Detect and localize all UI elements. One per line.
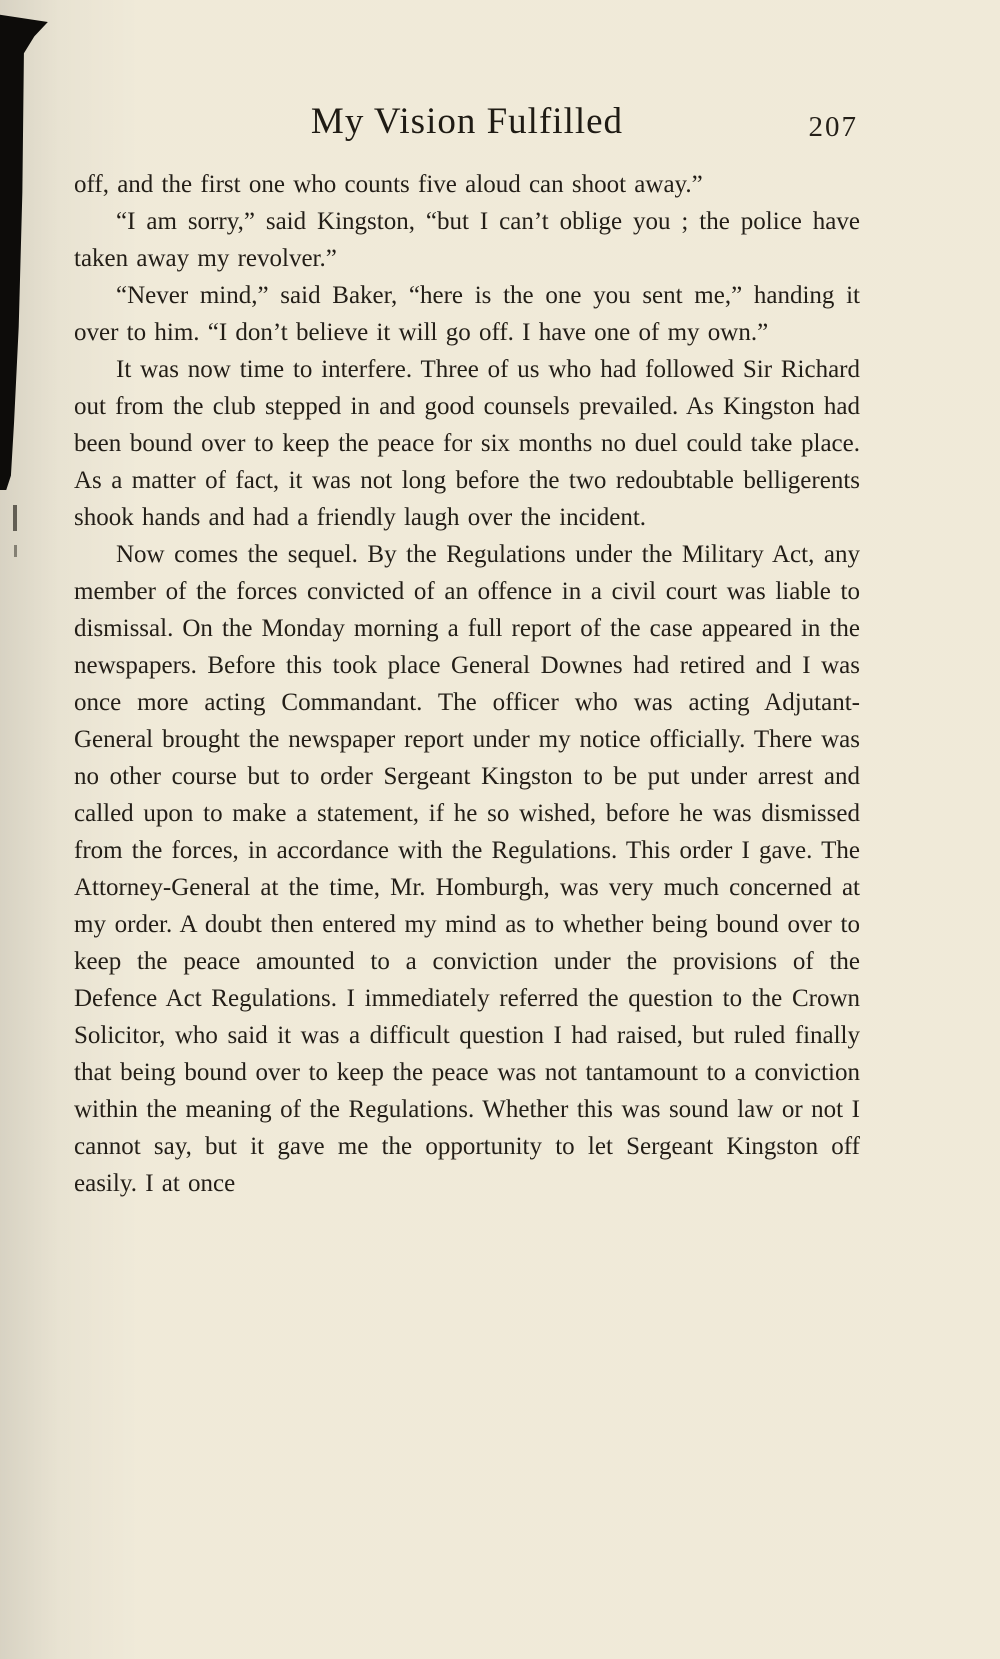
paragraph: off, and the first one who counts five aloud can shoot away.” (74, 171, 703, 198)
scan-artifact-mark (14, 545, 17, 557)
text-block (74, 166, 860, 1202)
paragraph: Now comes the sequel. By the Regulations under the Military Act, any member of the forces convicted of an offence in a civil court was liable to dismissal. On the Monday morning a full report of the case appeared in the newspapers. Before this took place General Downes had retired and I was once more acting Commandant. The officer who was acting Adjutant-General brought the newspaper report under my notice officially. There was no other course but to order Sergeant Kingston to be put under arrest and called upon to make a statement, if he so wished, before he was dismissed from the forces, in accordance with the Regulations. This order I gave. The Attorney-General at the time, Mr. Homburgh, was very much concerned at my order. A doubt then entered my mind as to whether being bound over to keep the peace amounted to a conviction under the provisions of the Defence Act Regulations. I immediately referred the question to the Crown Solicitor, who said it was a difficult question I had raised, but ruled finally that being bound over to keep the peace was not tantamount to a conviction within the meaning of the Regulations. Whether this was sound law or not I cannot say, but it gave me the opportunity to let Sergeant Kingston off easily. I at once (74, 541, 860, 1197)
page-title: My Vision Fulfilled (310, 101, 624, 142)
paragraph: It was now time to interfere. Three of us who had followed Sir Richard out from the club stepped in and good counsels prevailed. As Kingston had been bound over to keep the peace for six months no duel could take place. As a matter of fact, it was not long before the two redoubtable belligerents shook hands and had a friendly laugh over the incident. (74, 356, 860, 531)
binding-shadow (0, 10, 52, 490)
page-number: 207 (808, 111, 858, 143)
paragraph: “Never mind,” said Baker, “here is the one you sent me,” handing it over to him. “I don’t believe it will go off. I have one of my own.” (74, 282, 860, 346)
page-header (74, 96, 860, 148)
scan-artifact-mark (13, 505, 17, 531)
paragraph: “I am sorry,” said Kingston, “but I can’t oblige you ; the police have taken away my revolver.” (74, 208, 860, 272)
